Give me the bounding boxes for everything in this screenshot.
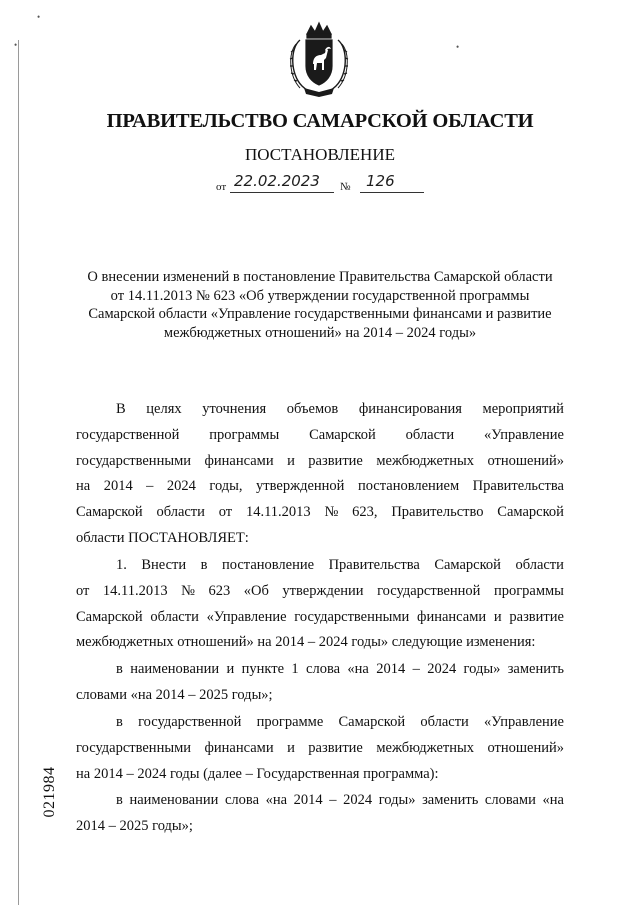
word: программы <box>209 426 280 443</box>
word: № <box>181 582 195 599</box>
word: 1. <box>116 557 127 573</box>
word: Самарской <box>497 504 564 521</box>
item-1-paragraph <box>76 553 564 656</box>
government-title: ПРАВИТЕЛЬСТВО САМАРСКОЙ ОБЛАСТИ <box>106 110 534 132</box>
word: Внести <box>141 557 187 573</box>
text-line <box>76 449 564 475</box>
word: наименовании <box>130 661 220 677</box>
word: и <box>493 608 502 625</box>
document-type: ПОСТАНОВЛЕНИЕ <box>244 145 395 164</box>
word: в <box>116 714 123 730</box>
margin-stamp-text: 021984 <box>41 766 58 818</box>
word: государственной <box>377 582 481 599</box>
word: «Управление <box>484 714 564 730</box>
word: годы, <box>209 478 243 495</box>
word: годы» <box>378 792 416 808</box>
word: развитие <box>308 739 363 756</box>
text-line: 2014 – 2025 годы»; <box>76 817 193 834</box>
number-underline <box>360 192 424 193</box>
word: 14.11.2013 <box>102 582 168 599</box>
word: отношений» <box>487 452 564 469</box>
change-1-paragraph <box>76 657 564 709</box>
word: финансами <box>204 452 274 469</box>
text-line <box>76 736 564 762</box>
word: утверждении <box>282 582 364 599</box>
word: № <box>324 504 339 521</box>
word: «на <box>347 661 369 677</box>
word: постановлением <box>357 478 460 495</box>
word: межбюджетных <box>376 452 474 469</box>
change-3-paragraph <box>76 788 564 840</box>
word: 2014 <box>103 478 133 495</box>
margin-registration-number <box>34 762 66 822</box>
word: пункте <box>241 661 285 677</box>
word: развитие <box>308 452 363 469</box>
date-value: 22.02.2023 <box>234 172 320 190</box>
word: 623, <box>352 504 378 521</box>
word: в <box>200 557 208 573</box>
text-line <box>76 500 564 526</box>
word: – <box>146 478 154 495</box>
word: объемов <box>286 401 339 417</box>
word: государственными <box>76 452 192 469</box>
word: государственными <box>294 608 410 625</box>
word: государственной <box>76 426 180 443</box>
word: финансами <box>417 608 487 625</box>
date-number-line <box>216 172 426 196</box>
scan-speck: • <box>14 40 18 50</box>
word: целях <box>146 401 182 417</box>
text-line <box>76 605 564 631</box>
word: наименовании <box>129 792 219 808</box>
word: 14.11.2013 <box>245 504 311 521</box>
scan-speck: • <box>37 12 41 22</box>
word: словами <box>484 792 536 808</box>
word: отношений» <box>487 739 564 756</box>
word: Правительства <box>328 557 420 573</box>
text-line <box>76 657 564 683</box>
word: Самарской <box>76 504 143 521</box>
word: области <box>150 608 199 625</box>
word: В <box>116 401 126 417</box>
date-underline <box>230 192 334 193</box>
word: межбюджетных <box>376 739 474 756</box>
word: 2014 <box>376 661 406 677</box>
word: и <box>226 661 235 677</box>
word: развитие <box>509 608 564 625</box>
left-margin-line <box>18 40 19 905</box>
word: от <box>76 582 90 599</box>
word: области <box>156 504 205 521</box>
text-line: на 2014 – 2024 годы (далее – Государственная программа): <box>76 765 439 782</box>
preamble-paragraph <box>76 397 564 552</box>
word: 1 <box>291 661 299 677</box>
word: утвержденной <box>256 478 345 495</box>
word: уточнения <box>202 401 267 417</box>
text-line <box>76 474 564 500</box>
word: годы» <box>463 661 501 677</box>
word: Самарской <box>309 426 376 443</box>
subject-line: Самарской области «Управление государственными финансами и развитие <box>88 306 552 322</box>
coat-of-arms-icon <box>286 20 352 98</box>
word: от <box>218 504 233 521</box>
text-line: межбюджетных отношений» на 2014 – 2024 годы» следующие изменения: <box>76 634 536 651</box>
word: в <box>116 792 123 808</box>
text-line <box>76 710 564 736</box>
word: области <box>420 714 469 730</box>
word: финансирования <box>358 401 462 417</box>
text-line <box>76 423 564 449</box>
word: государственными <box>76 739 192 756</box>
subject-line: межбюджетных отношений» на 2014 – 2024 годы» <box>163 324 477 341</box>
text-line <box>76 397 564 423</box>
word: Самарской <box>338 714 406 730</box>
word: «Управление <box>484 426 564 443</box>
word: «Об <box>243 582 269 599</box>
word: программе <box>256 714 324 730</box>
word: государственной <box>138 714 242 730</box>
word: – <box>329 792 337 808</box>
text-line: словами «на 2014 – 2025 годы»; <box>76 686 273 703</box>
word: слова <box>306 661 341 677</box>
scan-speck: • <box>456 42 460 52</box>
word: программы <box>493 582 564 599</box>
change-2-paragraph <box>76 710 564 787</box>
word: «на <box>542 792 564 808</box>
word: 623 <box>208 582 231 599</box>
word: на <box>76 478 91 495</box>
word: Самарской <box>76 608 143 625</box>
word: в <box>116 661 123 677</box>
word: заменить <box>507 661 564 677</box>
word: Правительства <box>472 478 564 495</box>
text-line: области ПОСТАНОВЛЯЕТ: <box>76 529 249 546</box>
document-subject <box>60 268 580 342</box>
word: области <box>515 557 564 573</box>
word: 2014 <box>293 792 323 808</box>
word: «на <box>265 792 288 808</box>
subject-line: О внесении изменений в постановление Правительства Самарской области <box>87 269 553 285</box>
word: слова <box>225 792 260 808</box>
word: 2024 <box>343 792 373 808</box>
word: – <box>412 661 420 677</box>
word: «Управление <box>206 608 287 625</box>
text-line <box>76 788 564 814</box>
number-prefix: № <box>340 181 351 193</box>
word: постановление <box>222 557 315 573</box>
word: и <box>287 452 295 469</box>
word: заменить <box>422 792 479 808</box>
word: 2024 <box>427 661 457 677</box>
text-line <box>76 553 564 579</box>
word: Самарской <box>434 557 501 573</box>
word: финансами <box>204 739 274 756</box>
text-line <box>76 579 564 605</box>
word: и <box>287 739 295 756</box>
date-prefix: от <box>216 181 227 193</box>
word: области <box>405 426 455 443</box>
subject-line: от 14.11.2013 № 623 «Об утверждении государственной программы <box>110 287 530 304</box>
word: 2024 <box>166 478 196 495</box>
word: мероприятий <box>482 401 564 417</box>
number-value: 126 <box>366 172 395 190</box>
word: Правительство <box>391 504 484 521</box>
